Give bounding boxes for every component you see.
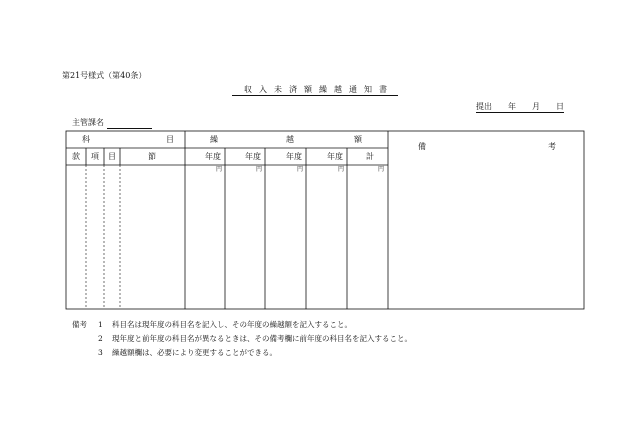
notes-section: [72, 318, 412, 360]
note-text: 繰越額欄は、必要により変更することができる。: [112, 348, 277, 357]
table-border: [66, 131, 584, 309]
year-header-2: 年度: [245, 152, 261, 161]
carryover-header-2: 越: [286, 135, 294, 144]
document-title-text: 収入未済額繰越通知書: [232, 86, 398, 96]
kou-header: 項: [91, 152, 99, 161]
note-text: 現年度と前年度の科目名が異なるときは、その備考欄に前年度の科目名を記入すること。: [112, 334, 412, 343]
year-header-3: 年度: [286, 152, 302, 161]
year-header-4: 年度: [327, 152, 343, 161]
subject-header-1: 科: [82, 135, 90, 144]
unit-yen-5: 円: [378, 166, 385, 173]
subject-header-2: 目: [166, 135, 174, 144]
unit-yen-2: 円: [256, 166, 263, 173]
note-item-2: [72, 332, 412, 346]
note-number: 1: [98, 320, 103, 329]
setsu-header: 節: [148, 152, 156, 161]
unit-yen-4: 円: [338, 166, 345, 173]
notes-lead: 備考: [72, 320, 87, 329]
remarks-header-1: 備: [418, 142, 426, 151]
form-number: 第21号様式（第40条）: [62, 71, 147, 80]
submit-date-text: 提出 年 月 日: [476, 102, 564, 111]
total-header: 計: [366, 152, 374, 161]
note-number: 3: [98, 348, 103, 357]
note-item-3: [72, 346, 412, 360]
unit-yen-3: 円: [297, 166, 304, 173]
kan-header: 款: [72, 152, 80, 161]
carryover-header-3: 額: [354, 135, 362, 144]
unit-yen-1: 円: [216, 166, 223, 173]
department-label: 主管課名: [72, 118, 104, 127]
moku-header: 目: [108, 152, 116, 161]
carryover-header-1: 繰: [210, 135, 218, 144]
note-number: 2: [98, 334, 103, 343]
note-text: 科目名は現年度の科目名を記入し、その年度の繰越額を記入すること。: [112, 320, 352, 329]
note-item-1: [72, 318, 412, 332]
year-header-1: 年度: [205, 152, 221, 161]
remarks-header-2: 考: [548, 142, 556, 151]
